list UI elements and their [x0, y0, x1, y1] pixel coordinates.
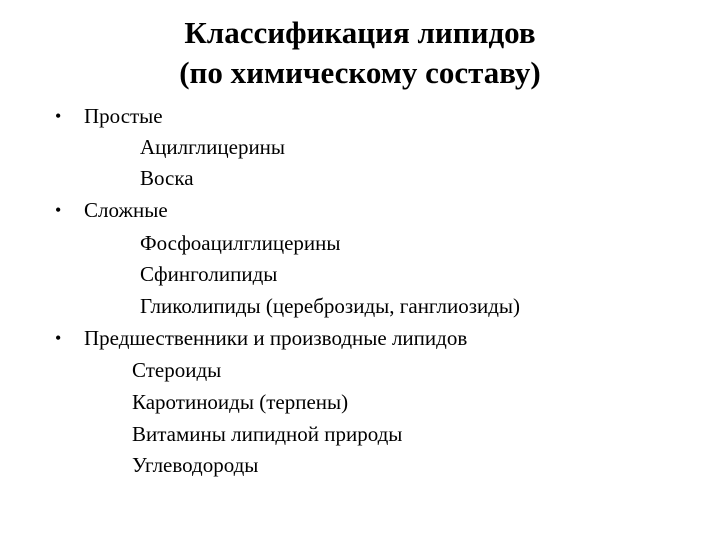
title-line-1: Классификация липидов [184, 15, 536, 50]
list-item-simple [0, 101, 720, 131]
sub-item [0, 355, 720, 385]
sub-item [0, 228, 720, 258]
sub-item [0, 291, 720, 321]
list-item-label: Предшественники и производные липидов [84, 326, 468, 350]
sub-item-label: Ацилглицерины [140, 135, 286, 159]
sub-item-label: Витамины липидной природы [132, 422, 403, 446]
title-line-2: (по химическому составу) [179, 55, 541, 90]
list-item-complex [0, 195, 720, 225]
sub-item [0, 387, 720, 417]
sub-item-label: Стероиды [132, 358, 222, 382]
sub-item-label: Каротиноиды (терпены) [132, 390, 349, 414]
sub-item [0, 163, 720, 193]
sub-item-label: Воска [140, 166, 194, 190]
sub-item [0, 132, 720, 162]
bullet-icon: • [55, 200, 62, 220]
sub-item [0, 259, 720, 289]
bullet-icon: • [55, 328, 62, 348]
sub-item [0, 419, 720, 449]
sub-item [0, 450, 720, 480]
list-item-label: Сложные [84, 198, 168, 222]
bullet-icon: • [55, 106, 62, 126]
sub-item-label: Фосфоацилглицерины [140, 231, 341, 255]
list-item-precursors [0, 323, 720, 353]
sub-item-label: Гликолипиды (цереброзиды, ганглиозиды) [140, 294, 521, 318]
sub-item-label: Сфинголипиды [140, 262, 278, 286]
slide-title [0, 13, 720, 93]
list-item-label: Простые [84, 104, 163, 128]
sub-item-label: Углеводороды [132, 453, 259, 477]
